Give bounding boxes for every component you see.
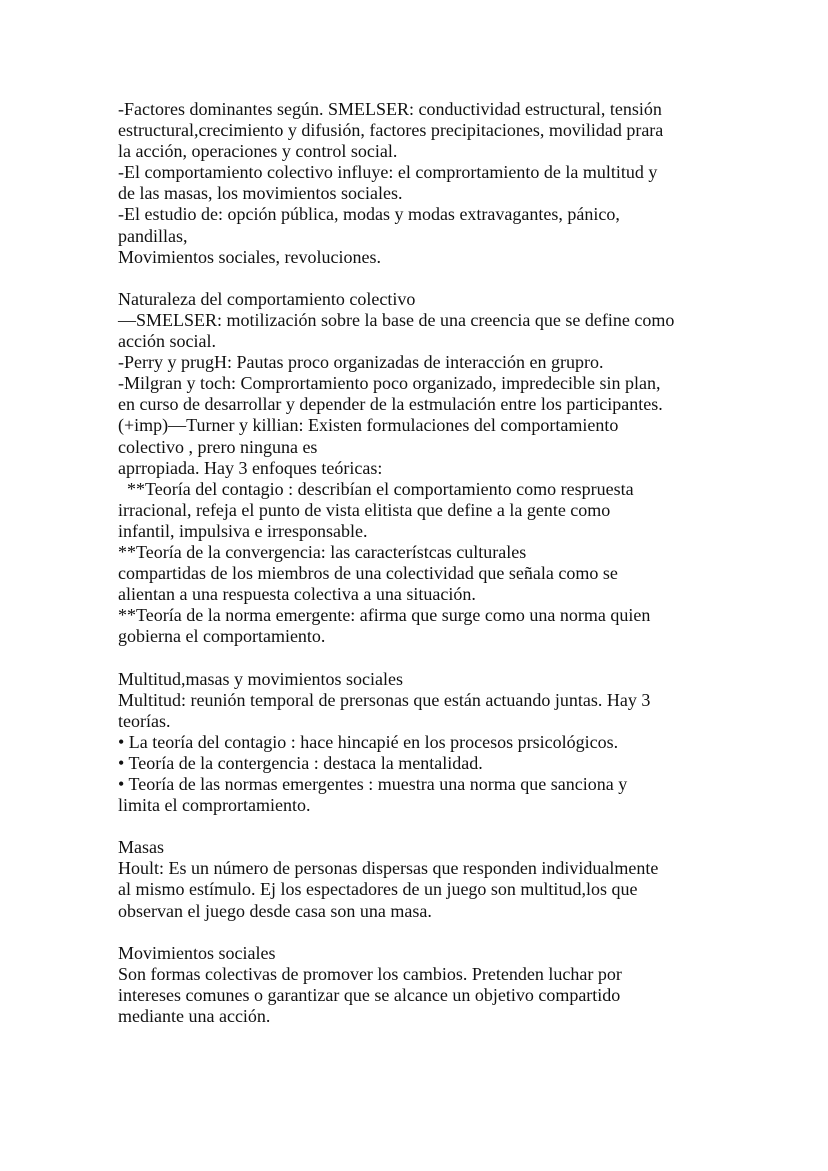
text-line: -El estudio de: opción pública, modas y modas extravagantes, pánico, <box>118 204 620 225</box>
text-line: -El comportamiento colectivo influye: el comprortamiento de la multitud y <box>118 162 658 183</box>
text-line: observan el juego desde casa son una masa. <box>118 900 432 921</box>
text-line: • Teoría de las normas emergentes : muestra una norma que sanciona y <box>118 774 628 794</box>
text-line: acción social. <box>118 331 216 352</box>
text-line: en curso de desarrollar y depender de la estmulación entre los participantes. <box>118 394 663 415</box>
text-line: de las masas, los movimientos sociales. <box>118 183 403 204</box>
text-line: pandillas, <box>118 225 188 246</box>
text-line: gobierna el comportamiento. <box>118 626 326 647</box>
text-line: • La teoría del contagio : hace hincapié en los procesos prsicológicos. <box>118 731 619 752</box>
section-heading: Multitud,masas y movimientos sociales <box>118 668 403 689</box>
section <box>118 99 758 268</box>
section-heading: Movimientos sociales <box>118 942 276 963</box>
section <box>118 289 758 648</box>
text-line: la acción, operaciones y control social. <box>118 141 398 162</box>
text-line: limita el comprortamiento. <box>118 795 311 816</box>
text-line: —SMELSER: motilización sobre la base de una creencia que se define como <box>118 309 675 330</box>
text-line: irracional, refeja el punto de vista elitista que define a la gente como <box>118 499 611 520</box>
text-line: Multitud: reunión temporal de prersonas que están actuando juntas. Hay 3 <box>118 689 651 710</box>
text-line: mediante una acción. <box>118 1006 271 1027</box>
text-line: colectivo , prero ninguna es <box>118 436 318 457</box>
text-line: -Factores dominantes según. SMELSER: conductividad estructural, tensión <box>118 99 662 119</box>
text-line: **Teoría del contagio : describían el comportamiento como respruesta <box>118 478 634 499</box>
blank-line <box>118 816 758 837</box>
text-line: • Teoría de la contergencia : destaca la mentalidad. <box>118 752 483 773</box>
text-line: Son formas colectivas de promover los cambios. Pretenden luchar por <box>118 963 622 984</box>
text-line: alientan a una respuesta colectiva a una situación. <box>118 584 476 605</box>
text-line: teorías. <box>118 710 171 731</box>
section <box>118 943 758 1027</box>
blank-line <box>118 922 758 943</box>
section-heading: Masas <box>118 837 164 858</box>
text-line: aprropiada. Hay 3 enfoques teóricas: <box>118 457 383 478</box>
blank-line <box>118 647 758 668</box>
text-line: infantil, impulsiva e irresponsable. <box>118 520 368 541</box>
text-line: **Teoría de la convergencia: las característcas culturales <box>118 541 527 562</box>
section <box>118 669 758 817</box>
text-line: Hoult: Es un número de personas dispersas que responden individualmente <box>118 858 659 879</box>
section-heading: Naturaleza del comportamiento colectivo <box>118 288 416 309</box>
text-line: (+imp)—Turner y killian: Existen formulaciones del comportamiento <box>118 415 619 436</box>
text-line: al mismo estímulo. Ej los espectadores de un juego son multitud,los que <box>118 879 638 900</box>
text-line: Movimientos sociales, revoluciones. <box>118 246 381 267</box>
text-line: **Teoría de la norma emergente: afirma que surge como una norma quien <box>118 605 651 626</box>
blank-line <box>118 268 758 289</box>
section <box>118 837 758 921</box>
text-line: estructural,crecimiento y difusión, factores precipitaciones, movilidad prara <box>118 120 664 141</box>
text-line: -Milgran y toch: Comprortamiento poco organizado, impredecible sin plan, <box>118 373 661 394</box>
text-line: -Perry y prugH: Pautas proco organizadas de interacción en grupro. <box>118 352 604 373</box>
text-line: compartidas de los miembros de una colectividad que señala como se <box>118 563 618 584</box>
text-line: intereses comunes o garantizar que se alcance un objetivo compartido <box>118 984 621 1005</box>
document-page <box>118 99 758 1027</box>
